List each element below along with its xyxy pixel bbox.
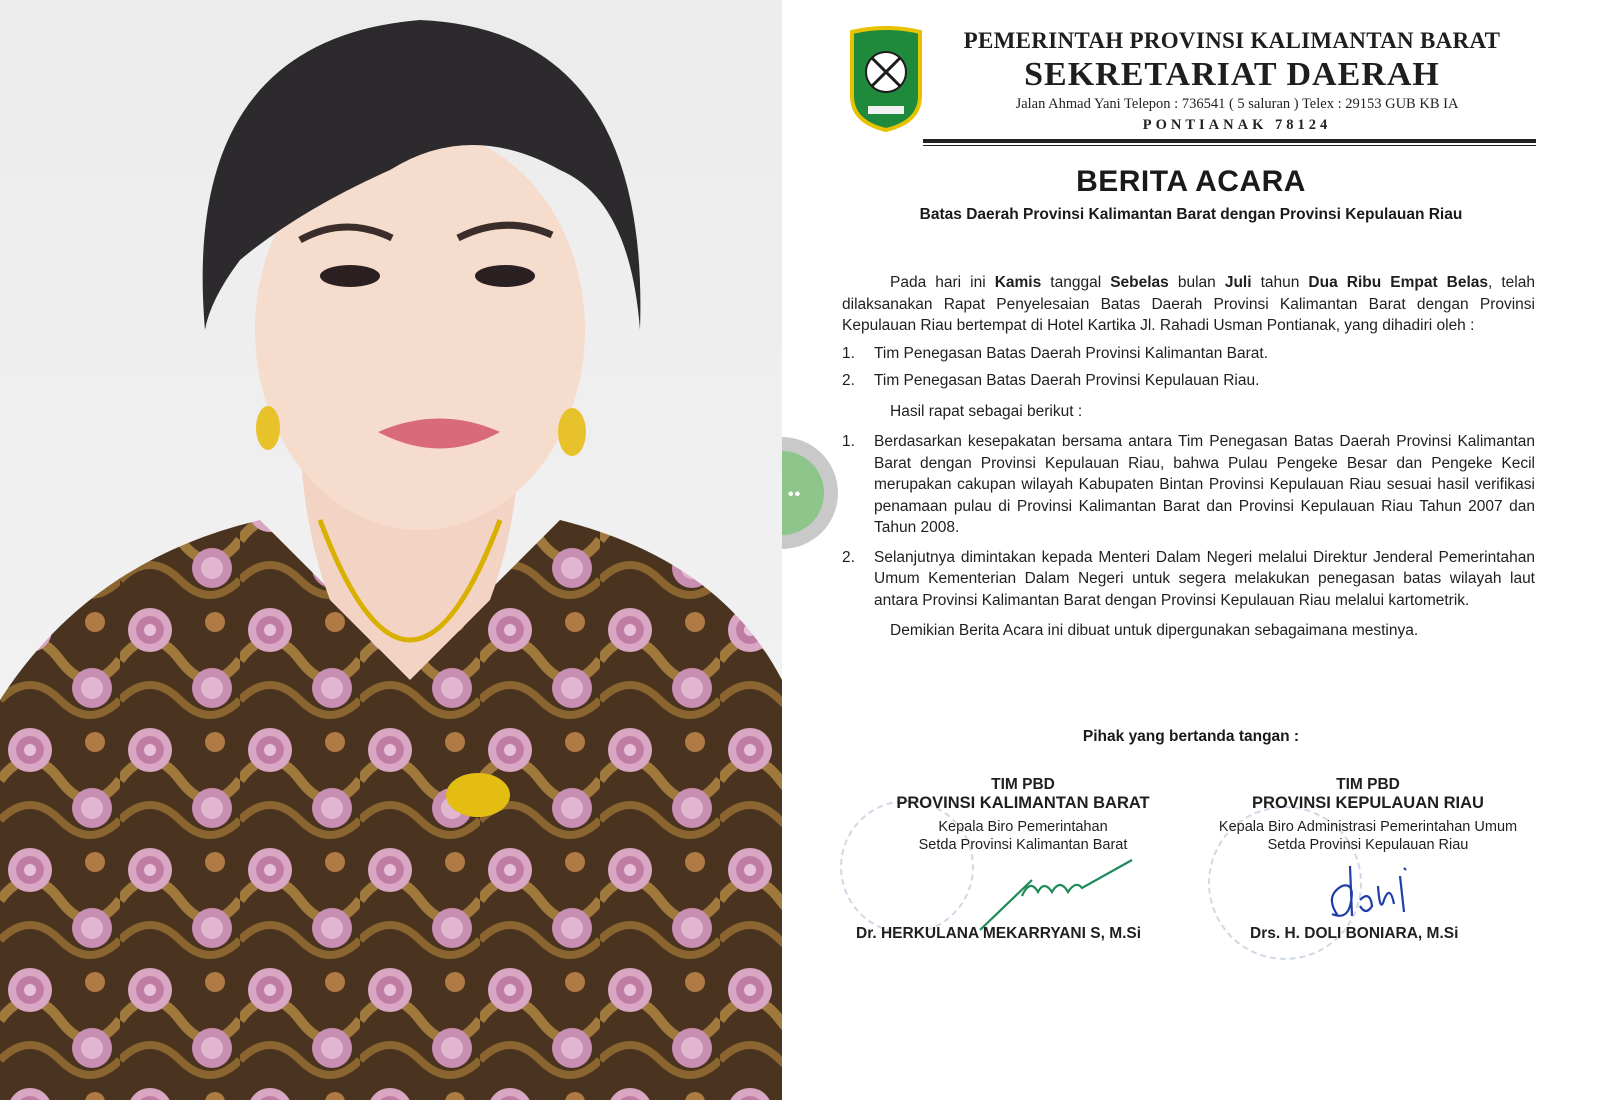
closing-paragraph — [842, 620, 1535, 642]
letterhead-divider — [923, 139, 1536, 143]
opening-paragraph — [842, 272, 1535, 337]
letterhead-secretariat: SEKRETARIAT DAERAH — [1024, 56, 1440, 93]
signatory-province: PROVINSI KALIMANTAN BARAT — [896, 794, 1150, 812]
opening-text: , telah dilaksanakan Rapat Penyelesaian Batas Daerah Provinsi Kalimantan Barat dengan Provinsi Kepulauan Riau bertempat di Hotel Kartika Jl. Rahadi Usman Pontianak, yang dihadiri oleh : — [842, 274, 1535, 334]
signatory-right — [1198, 776, 1538, 854]
signatory-unit: Setda Provinsi Kalimantan Barat — [918, 837, 1128, 853]
signatory-province: PROVINSI KEPULAUAN RIAU — [1252, 794, 1484, 812]
document-page — [782, 0, 1600, 1100]
signatory-right-name: Drs. H. DOLI BONIARA, M.Si — [1250, 925, 1459, 942]
portrait-illustration — [0, 0, 782, 1100]
signatory-unit: Setda Provinsi Kepulauan Riau — [1267, 837, 1469, 853]
closing-text: Demikian Berita Acara ini dibuat untuk dipergunakan sebagaimana mestinya. — [890, 622, 1419, 639]
letterhead-city: PONTIANAK 78124 — [1142, 117, 1332, 133]
list-item — [842, 547, 1535, 612]
document-subtitle: Batas Daerah Provinsi Kalimantan Barat dengan Provinsi Kepulauan Riau — [919, 206, 1463, 223]
meeting-day: Kamis — [994, 274, 1042, 291]
list-text: Berdasarkan kesepakatan bersama antara Tim Penegasan Batas Daerah Provinsi Kalimantan Barat dengan Provinsi Kepulauan Riau, bahwa Pulau Pengeke Besar dan Pengeke Kecil merupakan cakupan wilayah Kabupaten Bintan Provinsi Kepulauan Riau sesuai hasil verifikasi penamaan pulau di Provinsi Kalimantan Barat dan Provinsi Kepulauan Riau Tahun 2007 dan Tahun 2008. — [874, 433, 1535, 536]
list-item — [842, 370, 1535, 392]
list-text: Tim Penegasan Batas Daerah Provinsi Kepulauan Riau. — [874, 372, 1260, 389]
signatory-role: Kepala Biro Administrasi Pemerintahan Umum — [1218, 819, 1518, 835]
portrait-photo — [0, 0, 782, 1100]
signatory-left — [878, 776, 1168, 854]
more-options-icon[interactable]: •• — [788, 486, 802, 503]
document-title: BERITA ACARA — [1076, 165, 1306, 198]
list-item — [842, 431, 1535, 539]
opening-text: tanggal — [1041, 274, 1111, 291]
meeting-year: Dua Ribu Empat Belas — [1308, 274, 1489, 291]
list-text: Selanjutnya dimintakan kepada Menteri Dalam Negeri melalui Direktur Jenderal Pemerintahan Umum Kementerian Dalam Negeri untuk segera melakukan penegasan batas wilayah laut antara Provinsi Kalimantan Barat dengan Provinsi Kepulauan Riau melalui kartometrik. — [874, 548, 1535, 609]
results-list — [842, 431, 1535, 611]
results-intro — [842, 401, 1535, 423]
list-number: 1. — [842, 433, 855, 450]
signatory-left-name: Dr. HERKULANA MEKARRYANI S, M.Si — [856, 925, 1142, 942]
opening-text: tahun — [1251, 274, 1309, 291]
signatory-team: TIM PBD — [1336, 776, 1400, 793]
letterhead-address: Jalan Ahmad Yani Telepon : 736541 ( 5 saluran ) Telex : 29153 GUB KB IA — [1015, 96, 1459, 112]
letterhead-government: PEMERINTAH PROVINSI KALIMANTAN BARAT — [963, 28, 1501, 53]
results-intro-text: Hasil rapat sebagai berikut : — [890, 402, 1083, 420]
list-number: 2. — [842, 372, 855, 389]
signature-right — [1320, 856, 1420, 926]
signing-header: Pihak yang bertanda tangan : — [1082, 728, 1300, 745]
signatory-team: TIM PBD — [991, 776, 1055, 793]
attendee-list — [842, 343, 1535, 392]
letterhead-divider-thin — [923, 145, 1536, 146]
opening-text: Pada hari ini — [890, 274, 995, 291]
list-number: 1. — [842, 344, 855, 362]
signatory-role: Kepala Biro Pemerintahan — [938, 819, 1108, 835]
list-text: Tim Penegasan Batas Daerah Provinsi Kalimantan Barat. — [874, 344, 1269, 362]
provincial-emblem-icon — [846, 26, 926, 134]
list-item — [842, 343, 1535, 365]
opening-text: bulan — [1168, 274, 1225, 291]
meeting-month: Juli — [1224, 274, 1252, 291]
document-body — [842, 272, 1535, 642]
meeting-date: Sebelas — [1110, 274, 1169, 291]
list-number: 2. — [842, 548, 855, 566]
